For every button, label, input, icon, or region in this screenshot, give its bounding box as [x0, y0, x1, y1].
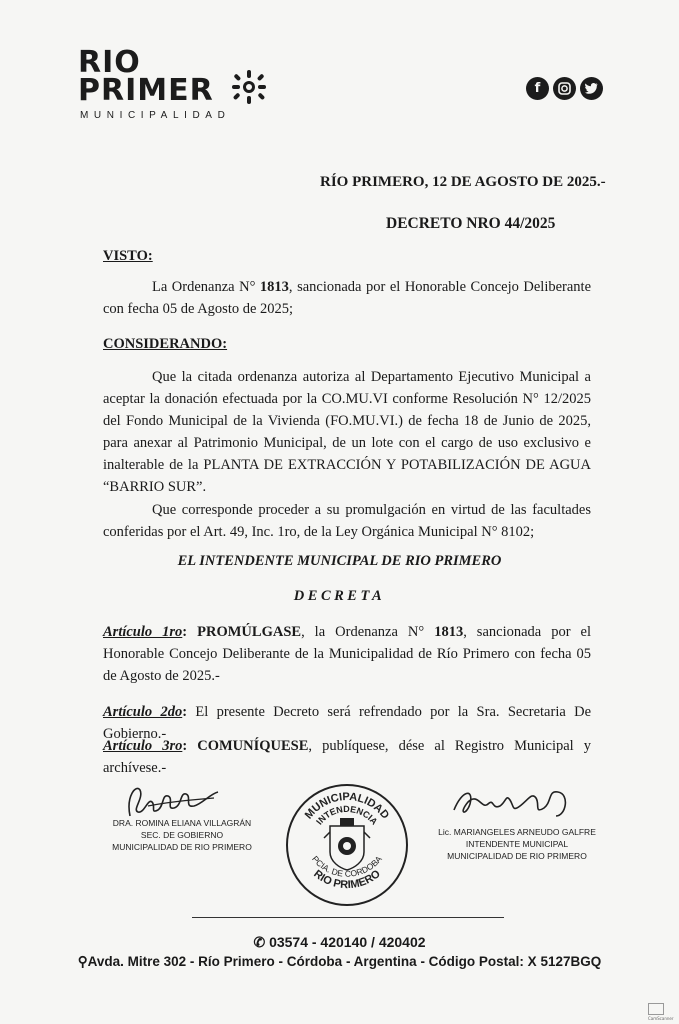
- footer-phone: [0, 934, 679, 951]
- facebook-icon[interactable]: f: [526, 77, 549, 100]
- article-1-label: Artículo 1ro: [103, 624, 183, 640]
- decree-title: DECRETO NRO 44/2025: [386, 215, 556, 232]
- twitter-icon[interactable]: [580, 77, 603, 100]
- article-3-label: Artículo 3ro: [103, 738, 183, 754]
- logo-subtitle: MUNICIPALIDAD: [80, 110, 231, 121]
- seal-top-text: MUNICIPALIDAD: [302, 790, 392, 822]
- logo-line1: RIO: [78, 45, 141, 80]
- article-1-verb: PROMÚLGASE: [197, 624, 302, 640]
- location-pin-icon: ⚲: [77, 954, 88, 969]
- considerando-paragraph-2: [103, 499, 591, 543]
- left-signature-role: SEC. DE GOBIERNO: [140, 830, 224, 840]
- address-text: Avda. Mitre 302 - Río Primero - Córdoba - Argentina - Código Postal: X 5127BGQ: [87, 954, 602, 969]
- considerando-text-1: Que la citada ordenanza autoriza al Departamento Ejecutivo Municipal a aceptar la donación efectuada por la CO.MU.VI conforme Resolución N° 12/2025 del Fondo Municipal de la Vivienda (FO.MU.VI.) de fecha 18 de Junio de 2025, para anexar al Patrimonio Municipal, de un lote con el cargo de uso exclusivo e inalterable de la PLANTA DE EXTRACCIÓN Y POTABILIZACIÓN DE AGUA “BARRIO SUR”.: [103, 369, 591, 495]
- seal-mid-text: INTENDENCIA: [314, 803, 380, 827]
- document-date: RÍO PRIMERO, 12 DE AGOSTO DE 2025.-: [320, 174, 606, 190]
- footer-divider: [192, 917, 504, 918]
- visto-paragraph: [103, 276, 591, 320]
- right-signature-block: [437, 826, 597, 862]
- sun-icon: [230, 68, 268, 106]
- coat-of-arms-icon: [324, 818, 370, 870]
- right-signature-name: Lic. MARIANGELES ARNEUDO GALFRE: [438, 827, 596, 837]
- phone-number: 03574 - 420140 / 420402: [269, 934, 426, 950]
- visto-text-2: , sancionada por el Honorable Concejo Deliberante con fecha 05 de Agosto de 2025;: [103, 279, 592, 317]
- left-signature-name: DRA. ROMINA ELIANA VILLAGRÁN: [112, 818, 252, 828]
- decreta-heading: DECRETA: [293, 588, 386, 604]
- scanner-logo-icon: [648, 1003, 664, 1015]
- article-2: Artículo 2do: El presente Decreto será refrendado por la Sra. Secretaria De Gobierno.-: [103, 704, 591, 742]
- scanner-text: CamScanner: [648, 1016, 674, 1021]
- visto-ordinance-number: 1813: [259, 279, 289, 295]
- visto-text-1: La Ordenanza N°: [152, 279, 260, 295]
- article-3: Artículo 3ro: COMUNÍQUESE, publíquese, dése al Registro Municipal y archívese.-: [103, 738, 591, 776]
- article-3-text: , publíquese, dése al Registro Municipal y archívese.-: [103, 738, 591, 776]
- article-1-text-b: , sancionada por el Honorable Concejo Deliberante de la Municipalidad de Río Primero con fecha 05 de Agosto de 2025.-: [103, 624, 591, 684]
- phone-icon: ✆: [253, 934, 266, 950]
- municipality-logo: [78, 45, 278, 128]
- footer-address: [0, 954, 679, 970]
- article-2-text: El presente Decreto será refrendado por la Sra. Secretaria De Gobierno.-: [103, 704, 591, 742]
- seal-bottom-text-2: RIO PRIMERO: [311, 867, 383, 892]
- social-icons: [526, 77, 603, 100]
- considerando-heading: CONSIDERANDO:: [103, 336, 228, 352]
- article-3-verb: COMUNÍQUESE: [197, 738, 309, 754]
- article-1: Artículo 1ro: PROMÚLGASE, la Ordenanza N° 1813, sancionada por el Honorable Concejo Deliberante de la Municipalidad de Río Primero con fecha 05 de Agosto de 2025.-: [103, 624, 591, 684]
- logo-line2: PRIMER: [78, 73, 214, 108]
- article-1-number: 1813: [434, 624, 464, 640]
- scanner-watermark: [648, 1003, 674, 1021]
- article-1-text-a: , la Ordenanza N°: [301, 624, 435, 640]
- right-signature-scribble: [448, 780, 578, 828]
- considerando-text-2: Que corresponde proceder a su promulgación en virtud de las facultades conferidas por el Art. 49, Inc. 1ro, de la Ley Orgánica Municipal N° 8102;: [103, 502, 591, 540]
- intendente-heading: EL INTENDENTE MUNICIPAL DE RIO PRIMERO: [177, 553, 502, 569]
- seal-bottom-text: PCIA. DE CORDOBA: [310, 853, 384, 879]
- instagram-icon[interactable]: [553, 77, 576, 100]
- article-2-label: Artículo 2do: [103, 704, 183, 720]
- municipal-seal: [284, 782, 410, 908]
- visto-heading: VISTO:: [103, 248, 153, 264]
- left-signature-org: MUNICIPALIDAD DE RIO PRIMERO: [112, 842, 252, 852]
- right-signature-org: MUNICIPALIDAD DE RIO PRIMERO: [447, 851, 587, 861]
- considerando-paragraph-1: [103, 366, 591, 498]
- right-signature-role: INTENDENTE MUNICIPAL: [465, 839, 569, 849]
- left-signature-block: [112, 817, 252, 853]
